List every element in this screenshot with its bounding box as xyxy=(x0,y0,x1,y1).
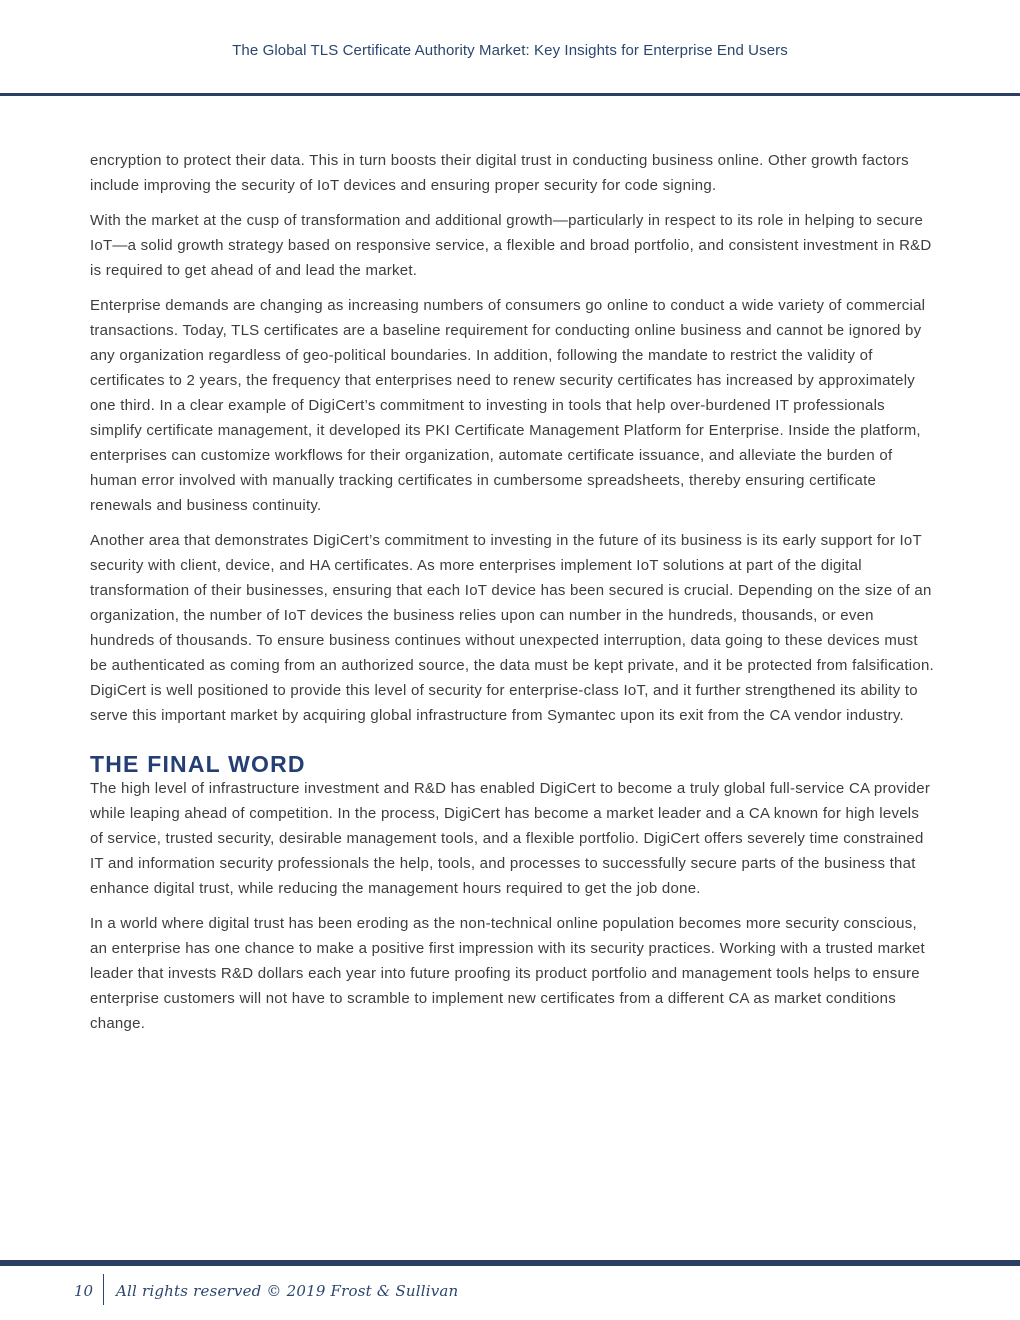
copyright-notice: All rights reserved © 2019 Frost & Sullivan xyxy=(116,1282,459,1300)
document-title: The Global TLS Certificate Authority Market: Key Insights for Enterprise End Users xyxy=(232,42,788,59)
body-paragraph-1: encryption to protect their data. This in turn boosts their digital trust in conducting business online. Other growth factors include improving the security of IoT devices and ensuring proper security for code signing. xyxy=(90,152,909,194)
body-paragraph-4: Another area that demonstrates DigiCert’s commitment to investing in the future of its business is its early support for IoT security with client, device, and HA certificates. As more enterprises implement IoT solutions at part of the digital transformation of their businesses, ensuring that each IoT device has been secured is crucial. Depending on the size of an organization, the number of IoT devices the business relies upon can number in the hundreds, thousands, or even hundreds of thousands. To ensure business continues without unexpected interruption, data going to these devices must be authenticated as coming from an authorized source, the data must be kept private, and it be protected from falsification. DigiCert is well positioned to provide this level of security for enterprise-class IoT, and it further strengthened its ability to serve this important market by acquiring global infrastructure from Symantec upon its exit from the CA vendor industry. xyxy=(90,532,934,724)
final-word-paragraph-2: In a world where digital trust has been eroding as the non-technical online population becomes more security conscious, an enterprise has one chance to make a positive first impression with its security practices. Working with a trusted market leader that invests R&D dollars each year into future proofing its product portfolio and management tools helps to ensure enterprise customers will not have to scramble to implement new certificates from a different CA as market conditions change. xyxy=(90,915,925,1032)
footer-rule xyxy=(0,1260,1020,1266)
main-content xyxy=(90,148,935,1046)
page-number: 10 xyxy=(74,1282,94,1300)
page-header xyxy=(0,0,1020,96)
page-footer xyxy=(0,1274,1020,1306)
body-paragraph-2: With the market at the cusp of transformation and additional growth—particularly in respect to its role in helping to secure IoT—a solid growth strategy based on responsive service, a flexible and broad portfolio, and consistent investment in R&D is required to get ahead of and lead the market. xyxy=(90,212,932,279)
final-word-heading: THE FINAL WORD xyxy=(90,751,306,777)
body-paragraph-3: Enterprise demands are changing as increasing numbers of consumers go online to conduct a wide variety of commercial transactions. Today, TLS certificates are a baseline requirement for conducting online business and cannot be ignored by any organization regardless of geo-political boundaries. In addition, following the mandate to restrict the validity of certificates to 2 years, the frequency that enterprises need to renew security certificates has increased by approximately one third. In a clear example of DigiCert’s commitment to investing in tools that help over-burdened IT professionals simplify certificate management, it developed its PKI Certificate Management Platform for Enterprise. Inside the platform, enterprises can customize workflows for their organization, automate certificate issuance, and alleviate the burden of human error involved with manually tracking certificates in cumbersome spreadsheets, thereby ensuring certificate renewals and business continuity. xyxy=(90,297,926,514)
final-word-paragraph-1: The high level of infrastructure investment and R&D has enabled DigiCert to become a truly global full-service CA provider while leaping ahead of competition. In the process, DigiCert has become a market leader and a CA known for high levels of service, trusted security, desirable management tools, and a flexible portfolio. DigiCert offers severely time constrained IT and information security professionals the help, tools, and processes to successfully secure parts of the business that enhance digital trust, while reducing the management hours required to get the job done. xyxy=(90,780,931,897)
footer-divider xyxy=(103,1274,104,1305)
